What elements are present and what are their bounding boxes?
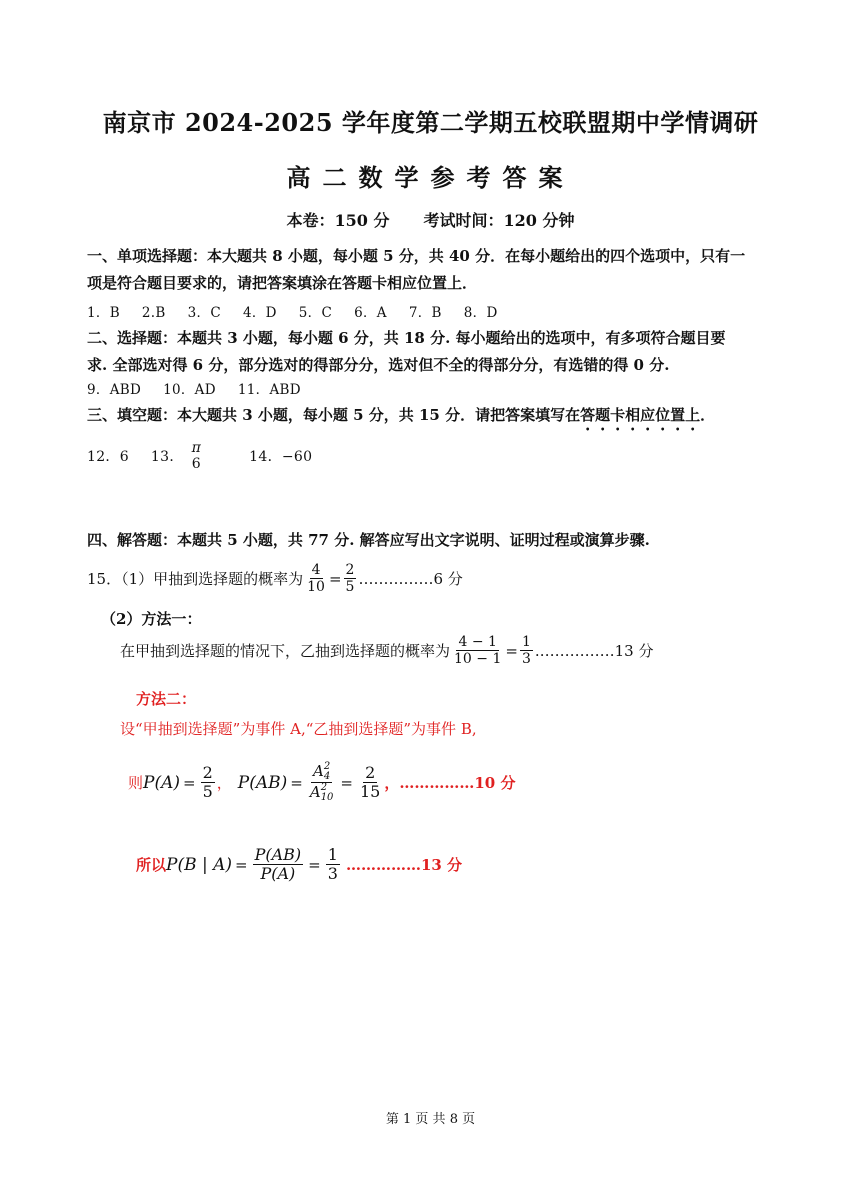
fraction-numerator: 2 — [345, 562, 355, 578]
answer-12: 12．6 — [87, 449, 129, 466]
section3-prefix: 三、填空题：本大题共 3 小题，每小题 5 分，共 15 分．请把答案填写在 — [87, 406, 581, 424]
fraction-denominator: 15 — [360, 782, 381, 801]
q15-method1-score: .……………13 分 — [534, 642, 654, 661]
page-subtitle: 高二数学参考答案 — [286, 163, 575, 192]
section3-answers — [87, 440, 334, 472]
q15-method1 — [120, 634, 654, 667]
comma: ， — [216, 774, 232, 792]
answer-3: 3．C — [187, 305, 221, 321]
section3-line — [87, 402, 715, 434]
q15-method2-step1 — [128, 762, 515, 803]
fraction-numerator: 2 — [365, 762, 376, 782]
q15-method2-score1: ，……………10 分 — [384, 774, 516, 792]
page-title: 南京市 2024-2025 学年度第二学期五校联盟期中学情调研 — [102, 108, 759, 137]
arrangement-sup: 2 — [320, 782, 328, 793]
arrangement-sub: 10 — [320, 792, 334, 803]
arrangement-fraction — [308, 762, 336, 803]
answer-9: 9．ABD — [87, 382, 142, 398]
q15-method2-definition: 设“甲抽到选择题”为事件 A,“乙抽到选择题”为事件 B, — [120, 720, 477, 738]
q15-method1-fraction1 — [452, 634, 503, 667]
exam-meta — [0, 208, 861, 231]
q15-part1-fraction2 — [344, 562, 357, 595]
q15-method2-label: 方法二： — [136, 690, 197, 708]
section2-answers — [87, 378, 323, 398]
answer-13-fraction — [190, 440, 226, 472]
answer-7: 7．B — [408, 305, 442, 321]
answer-8: 8．D — [463, 305, 498, 321]
section1-line1: 一、单项选择题：本大题共 8 小题，每小题 5 分，共 40 分．在每小题给出的四个选项中，只有一 — [87, 247, 746, 265]
q15-method2-suo: 所以 — [136, 856, 167, 875]
page-footer: 第 1 页 共 8 页 — [385, 1112, 476, 1127]
prob-pa: P(A) — [143, 772, 180, 793]
arrangement-sup: 2 — [323, 761, 331, 772]
fraction-denominator: 3 — [521, 651, 531, 668]
section1-answers — [87, 301, 520, 321]
section3-suffix: ． — [700, 406, 716, 424]
q15-part1-score: ……………6 分 — [358, 570, 463, 589]
fraction-numerator: 1 — [521, 634, 531, 650]
equals-sign: = — [505, 641, 518, 660]
fraction-numerator: 2 — [202, 762, 213, 782]
q15-method2-score2: ……………13 分 — [345, 856, 463, 875]
equals-sign: = — [328, 569, 342, 588]
arrangement-symbol: A — [313, 762, 324, 780]
answer-14: 14．−60 — [249, 449, 313, 466]
section3-emphasis: 答题卡相应位置上 — [580, 406, 701, 424]
q15-part1 — [87, 562, 463, 595]
pba-result-fraction — [326, 846, 340, 884]
equals-sign: = — [235, 855, 248, 874]
q15-part2-label: （2）方法一： — [101, 610, 202, 628]
fraction-denominator: 5 — [202, 782, 213, 801]
prob-pab: P(AB) — [237, 772, 288, 793]
arrangement-sub: 4 — [323, 771, 331, 782]
q15-part1-fraction1 — [305, 562, 327, 595]
fraction-denominator: 10 — [307, 579, 325, 596]
prob-pba: P(B | A) — [166, 854, 233, 875]
pab-fraction — [358, 764, 382, 802]
fraction-denominator: 5 — [345, 579, 355, 596]
fraction-denominator: 10 − 1 — [454, 651, 502, 668]
answer-10: 10．AD — [163, 382, 216, 398]
fraction-denominator — [308, 783, 336, 803]
section2-line1: 二、选择题：本题共 3 小题，每小题 6 分，共 18 分. 每小题给出的选项中，有多项符合题目要 — [87, 329, 726, 347]
q15-method2-ze: 则 — [128, 774, 144, 792]
answer-13-label: 13． — [150, 449, 184, 466]
fraction-numerator: 4 − 1 — [458, 634, 497, 650]
equals-sign: = — [183, 773, 196, 792]
equals-sign: = — [290, 773, 303, 792]
fraction-numerator: P(AB) — [254, 845, 302, 864]
equals-sign: = — [308, 855, 321, 874]
answer-11: 11．ABD — [237, 382, 301, 398]
section2-line2: 求. 全部选对得 6 分，部分选对的得部分分，选对但不全的得部分分，有选错的得 0 分. — [87, 356, 670, 374]
fraction-denominator: P(A) — [260, 864, 296, 884]
exam-time: 考试时间：120 分钟 — [423, 211, 575, 230]
pa-fraction — [201, 764, 215, 802]
fraction-numerator: 4 — [311, 562, 321, 578]
q15-method1-fraction2 — [520, 634, 533, 667]
section1-line2: 项是符合题目要求的，请把答案填涂在答题卡相应位置上． — [87, 274, 478, 292]
answer-1: 1．B — [87, 305, 120, 321]
q15-method2-step2 — [136, 846, 462, 884]
pba-fraction — [253, 846, 304, 884]
fraction-denominator: 3 — [327, 864, 338, 884]
fraction-denominator: 6 — [191, 456, 201, 473]
equals-sign: = — [340, 773, 353, 792]
fraction-numerator: 1 — [327, 845, 338, 864]
answer-6: 6．A — [354, 305, 387, 321]
answer-2: 2.B — [141, 305, 166, 321]
arrangement-symbol: A — [309, 783, 321, 801]
fraction-numerator — [311, 762, 332, 783]
answer-4: 4．D — [242, 305, 277, 321]
total-score: 本卷：150 分 — [286, 211, 390, 230]
q15-part1-label: 15．（1）甲抽到选择题的概率为 — [87, 570, 304, 589]
q15-method1-text: 在甲抽到选择题的情况下，乙抽到选择题的概率为 — [120, 642, 451, 661]
section4-line: 四、解答题：本题共 5 小题，共 77 分. 解答应写出文字说明、证明过程或演算步骤. — [87, 531, 650, 549]
fraction-numerator: π — [191, 440, 202, 456]
answer-5: 5．C — [298, 305, 333, 321]
